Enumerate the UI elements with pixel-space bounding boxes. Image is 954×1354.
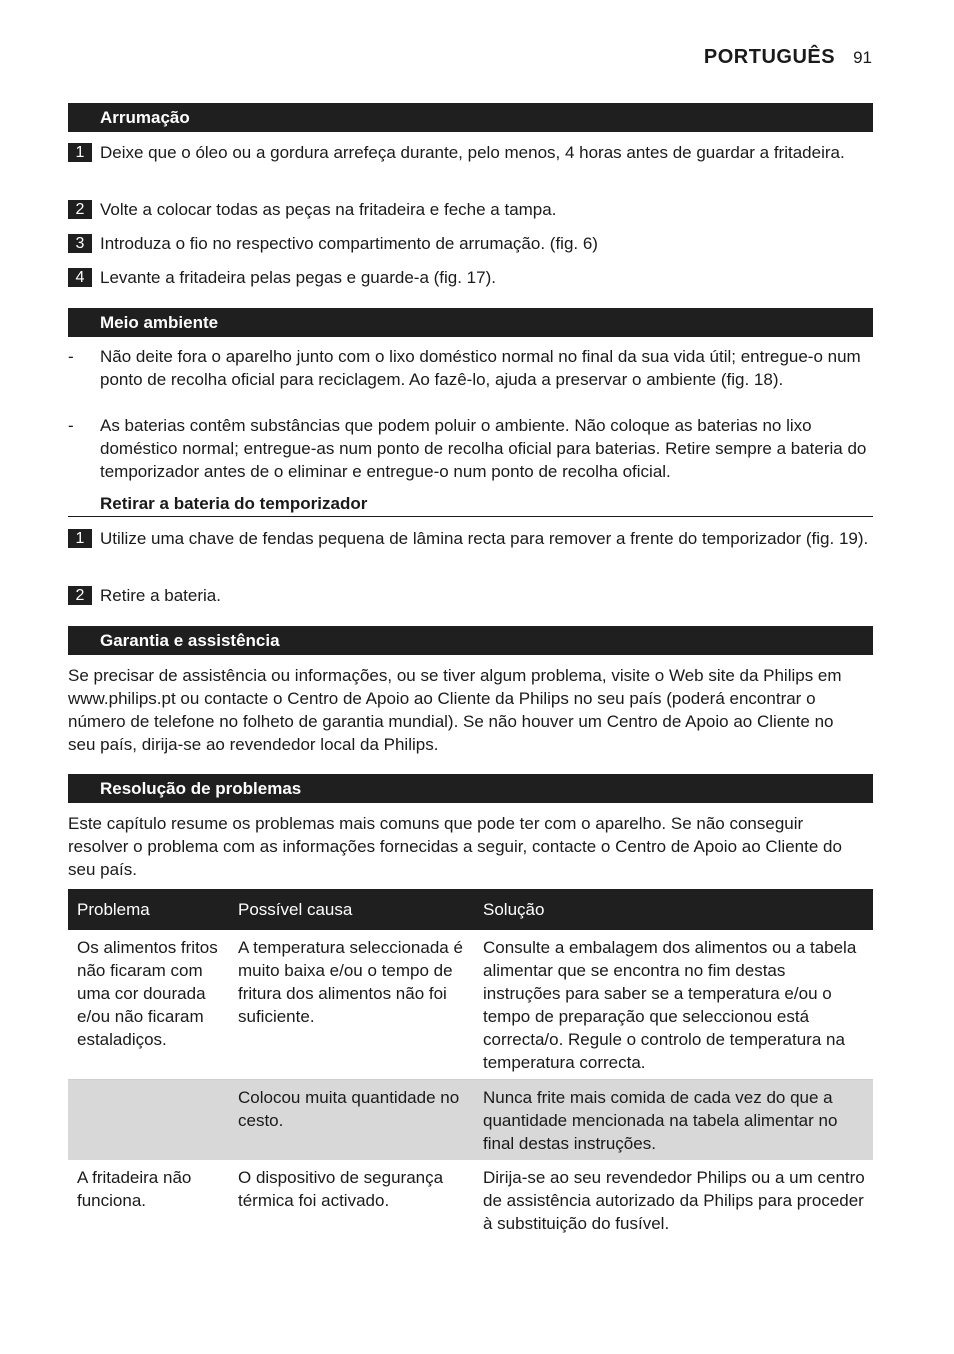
step-number: 4 xyxy=(68,268,92,287)
environment-bullet-2 xyxy=(68,414,873,483)
cause-cell: A temperatura seleccionada é muito baixa e/ou o tempo de fritura dos alimentos não foi suficiente. xyxy=(229,930,474,1080)
section-heading-environment: Meio ambiente xyxy=(68,308,873,337)
table-header-row xyxy=(68,889,873,930)
subsection-heading-battery: Retirar a bateria do temporizador xyxy=(68,495,873,517)
dash-marker: - xyxy=(68,347,74,366)
page-number: 91 xyxy=(853,48,872,67)
problem-cell: Os alimentos fritos não ficaram com uma cor dourada e/ou não ficaram estaladiços. xyxy=(68,930,229,1080)
cause-cell: Colocou muita quantidade no cesto. xyxy=(229,1080,474,1161)
solution-cell: Nunca frite mais comida de cada vez do que a quantidade mencionada na tabela alimentar no final destas instruções. xyxy=(474,1080,873,1161)
step-text: Volte a colocar todas as peças na fritadeira e feche a tampa. xyxy=(100,200,557,219)
column-header-solution: Solução xyxy=(474,889,873,930)
section-heading-troubleshooting: Resolução de problemas xyxy=(68,774,873,803)
warranty-text: Se precisar de assistência ou informações, ou se tiver algum problema, visite o Web site da Philips em www.philips.pt ou contacte o Centro de Apoio ao Cliente da Philips no seu país (poderá encontrar o número de telefone no folheto de garantia mundial). Se não houver um Centro de Apoio ao Cliente no seu país, dirija-se ao revendedor local da Philips. xyxy=(68,666,842,754)
step-number: 1 xyxy=(68,529,92,548)
step-text: Utilize uma chave de fendas pequena de lâmina recta para remover a frente do temporizador (fig. 19). xyxy=(100,529,869,548)
language-label: PORTUGUÊS xyxy=(703,46,836,68)
table-row xyxy=(68,1080,873,1161)
problem-cell: A fritadeira não funciona. xyxy=(77,1168,192,1210)
column-header-problem: Problema xyxy=(68,889,229,930)
storage-step-4 xyxy=(68,266,873,289)
battery-step-2 xyxy=(68,584,873,607)
troubleshooting-table xyxy=(68,889,873,1240)
solution-cell: Consulte a embalagem dos alimentos ou a tabela alimentar que se encontra no fim destas instruções para saber se a temperatura e/ou o tempo de preparação que seleccionou está correcta/o. Regule o controlo de temperatura na temperatura correcta. xyxy=(474,930,873,1080)
storage-step-2 xyxy=(68,198,873,221)
step-number: 1 xyxy=(68,143,92,162)
problem-cell xyxy=(68,1080,229,1161)
dash-marker: - xyxy=(68,416,74,435)
step-text: Introduza o fio no respectivo compartimento de arrumação. (fig. 6) xyxy=(100,234,598,253)
cause-cell: O dispositivo de segurança térmica foi activado. xyxy=(238,1168,444,1210)
step-number: 2 xyxy=(68,200,92,219)
bullet-text: Não deite fora o aparelho junto com o lixo doméstico normal no final da sua vida útil; entregue-o num ponto de recolha oficial para reciclagem. Ao fazê-lo, ajuda a preservar o ambiente (fig. 18). xyxy=(100,347,861,389)
solution-cell: Dirija-se ao seu revendedor Philips ou a um centro de assistência autorizado da Philips para proceder à substituição do fusível. xyxy=(483,1168,865,1233)
step-text: Levante a fritadeira pelas pegas e guarde-a (fig. 17). xyxy=(100,268,496,287)
troubleshooting-intro: Este capítulo resume os problemas mais comuns que pode ter com o aparelho. Se não conseguir resolver o problema com as informações fornecidas a seguir, contacte o Centro de Apoio ao Cliente do seu país. xyxy=(68,814,842,879)
step-number: 3 xyxy=(68,234,92,253)
environment-bullet-1 xyxy=(68,345,873,391)
step-text: Retire a bateria. xyxy=(100,586,221,605)
column-header-cause: Possível causa xyxy=(229,889,474,930)
bullet-text: As baterias contêm substâncias que podem poluir o ambiente. Não coloque as baterias no lixo doméstico normal; entregue-as num ponto de recolha oficial para baterias. Retire sempre a bateria do temporizador antes de o eliminar e entregue-o num ponto de recolha oficial. xyxy=(100,416,867,481)
step-text: Deixe que o óleo ou a gordura arrefeça durante, pelo menos, 4 horas antes de guardar a fritadeira. xyxy=(100,143,845,162)
table-row xyxy=(68,930,873,1080)
table-row xyxy=(68,1160,873,1240)
section-heading-storage: Arrumação xyxy=(68,103,873,132)
storage-step-1 xyxy=(68,141,873,164)
section-heading-warranty: Garantia e assistência xyxy=(68,626,873,655)
step-number: 2 xyxy=(68,586,92,605)
page-header xyxy=(704,46,872,69)
battery-step-1 xyxy=(68,527,873,550)
storage-step-3 xyxy=(68,232,873,255)
